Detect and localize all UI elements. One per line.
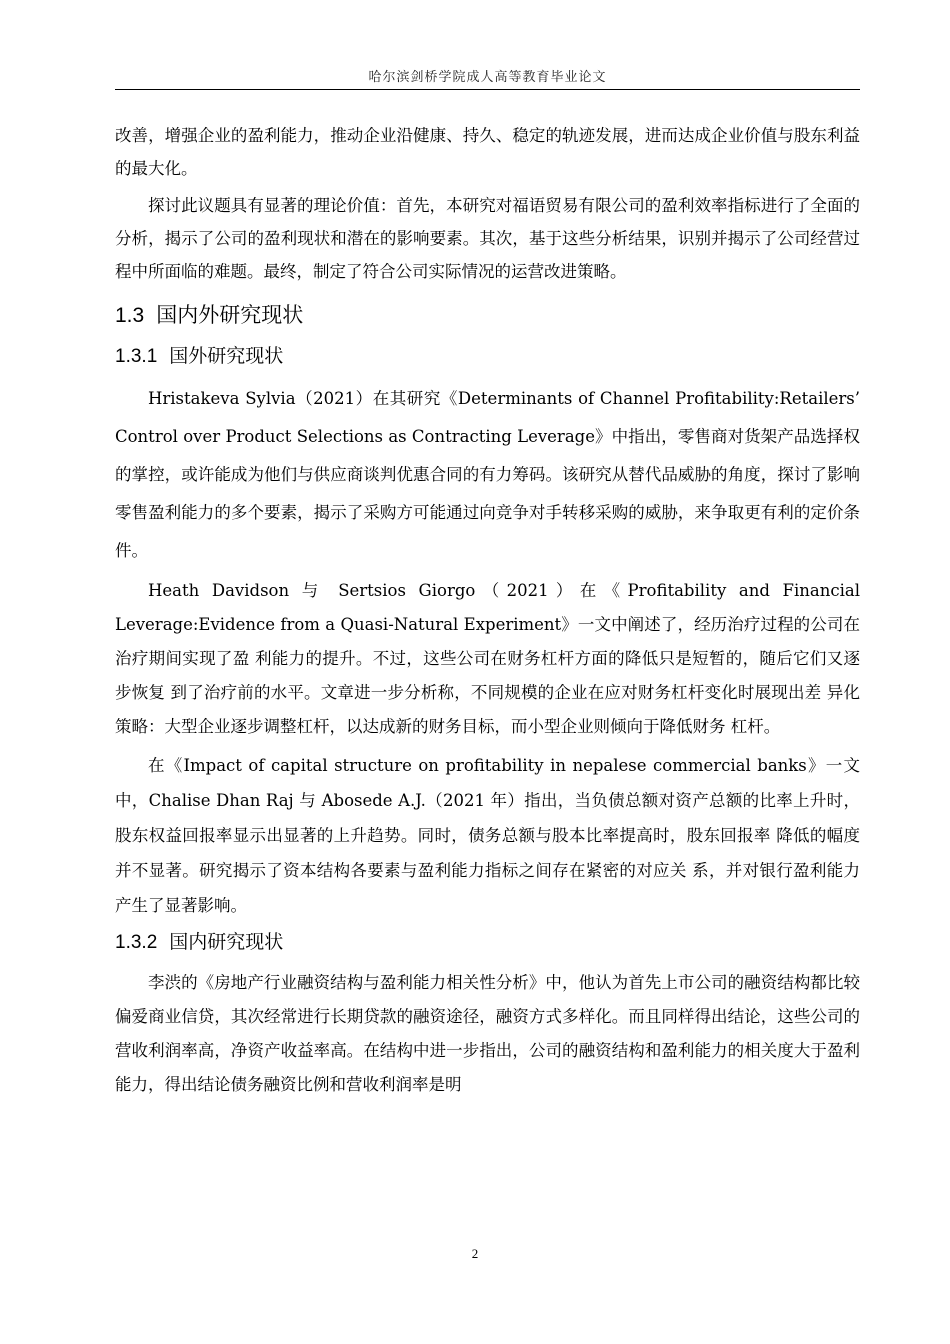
- page-body: [115, 119, 860, 1102]
- paragraph-chalise: 在《Impact of capital structure on profitability in nepalese commercial banks》一文中，Chalise Dhan Raj 与 Abosede A.J.（2021 年）指出，当负债总额对资产总额的比率上升时， 股东权益回报率显示出显著的上升趋势。同时，债务总额与股本比率提高时，股东回报率 降低的幅度并不显著。研究揭示了资本结构各要素与盈利能力指标之间存在紧密的对应关 系，并对银行盈利能力产生了显著影响。: [115, 756, 860, 915]
- header-divider: [115, 89, 860, 90]
- subsection-heading-1-3-2: [115, 927, 860, 958]
- running-header: 哈尔滨剑桥学院成人高等教育毕业论文: [368, 70, 607, 85]
- page-number: 2: [471, 1246, 479, 1261]
- section-title: 国内外研究现状: [156, 303, 304, 327]
- paragraph-heath-davidson: Heath Davidson 与 Sertsios Giorgo（2021）在《Profitability and Financial Leverage:Evidence from a Quasi-Natural Experiment》一文中阐述了，经历治疗过程的公司在治疗期间实现了盈 利能力的提升。不过，这些公司在财务杠杆方面的降低只是短暂的，随后它们又逐步恢复 到了治疗前的水平。文章进一步分析称，不同规模的企业在应对财务杠杆变化时展现出差 异化策略：大型企业逐步调整杠杆，以达成新的财务目标，而小型企业则倾向于降低财务 杠杆。: [115, 581, 860, 736]
- section-heading-1-3: [115, 300, 860, 331]
- paragraph-intro-continued: 改善，增强企业的盈利能力，推动企业沿健康、持久、稳定的轨迹发展，进而达成企业价值与股东利益的最大化。: [115, 126, 860, 178]
- paragraph-li-study: 李渋的《房地产行业融资结构与盈利能力相关性分析》中，他认为首先上市公司的融资结构都比较偏爱商业信贷，其次经常进行长期贷款的融资途径，融资方式多样化。而且同样得出结论，这些公司的营收利润率高，净资产收益率高。在结构中进一步指出，公司的融资结构和盈利能力的相关度大于盈利能力，得出结论债务融资比例和营收利润率是明: [115, 973, 860, 1094]
- subsection-number: 1.3.2: [115, 932, 158, 953]
- subsection-number: 1.3.1: [115, 346, 158, 367]
- subsection-title: 国外研究现状: [169, 345, 284, 367]
- paragraph-theoretical-value: 探讨此议题具有显著的理论价值：首先，本研究对福语贸易有限公司的盈利效率指标进行了全面的分析，揭示了公司的盈利现状和潜在的影响要素。其次，基于这些分析结果，识别并揭示了公司经营过程中所面临的难题。最终，制定了符合公司实际情况的运营改进策略。: [115, 196, 860, 281]
- subsection-title: 国内研究现状: [169, 931, 284, 953]
- paragraph-hristakeva: Hristakeva Sylvia（2021）在其研究《Determinants of Channel Profitability:Retailers’ Control over Product Selections as Contracting Leverage》中指出，零售商对货架产品选择权的掌控，或许能成为他们与供应商谈判优惠合同的有力筹码。该研究从替代品威胁的角度，探讨了影响零售盈利能力的多个要素，揭示了采购方可能通过向竞争对手转移采购的威胁，来争取更有利的定价条件。: [115, 389, 860, 560]
- section-number: 1.3: [115, 304, 145, 327]
- subsection-heading-1-3-1: [115, 341, 860, 372]
